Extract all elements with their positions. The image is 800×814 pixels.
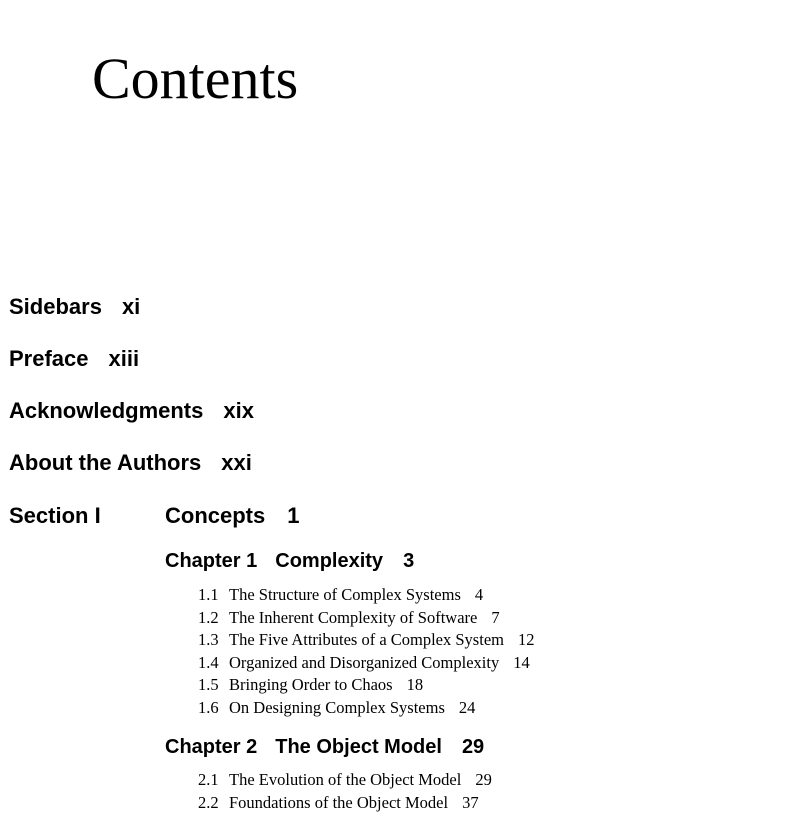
toc-item-page: xi [121,294,141,319]
toc-entry [198,674,534,697]
chapter-page: 29 [461,736,485,758]
entry-page: 4 [474,585,484,604]
toc-entry [198,652,534,675]
entry-number: 2.1 [198,770,219,789]
page-title: Contents [92,46,299,111]
chapter-title: The Object Model [275,736,442,758]
section-label: Section I [9,503,101,528]
toc-item-page: xiii [108,346,140,371]
toc-entry [198,792,492,814]
entry-page: 12 [517,630,535,650]
toc-front-item-sidebars [9,296,140,318]
chapter-page: 3 [403,550,415,572]
entry-number: 1.3 [198,630,219,650]
chapter-heading [165,551,414,571]
entry-title: The Five Attributes of a Complex System [229,630,504,650]
toc-entry [198,607,534,630]
chapter-entries [198,769,492,814]
toc-front-item-about-authors [9,452,252,474]
chapter-title: Complexity [275,550,384,572]
entry-title: The Structure of Complex Systems [229,585,461,604]
entry-page: 7 [491,607,500,627]
chapter-heading [165,737,484,757]
toc-entry [198,769,492,792]
toc-front-item-preface [9,348,139,370]
toc-entry [198,629,534,652]
entry-title: On Designing Complex Systems [229,697,445,717]
entry-title: Foundations of the Object Model [229,792,449,812]
entry-number: 2.2 [198,792,219,812]
toc-entry [198,697,534,720]
section-page: 1 [287,503,300,528]
entry-page: 14 [513,652,530,672]
toc-item-label: Preface [9,346,89,371]
entry-number: 1.5 [198,675,219,695]
toc-item-page: xxi [221,450,252,475]
entry-title: Organized and Disorganized Complexity [229,652,500,672]
toc-item-label: About the Authors [9,450,202,475]
chapter-entries [198,584,534,720]
entry-page: 37 [462,792,479,812]
entry-title: Bringing Order to Chaos [229,675,393,695]
entry-page: 24 [458,697,476,717]
toc-entry [198,584,534,607]
section-title: Concepts [165,503,266,528]
chapter-label: Chapter 1 [165,550,258,572]
section-heading [165,505,300,527]
chapter-label: Chapter 2 [165,736,258,758]
entry-page: 18 [406,675,424,695]
toc-front-item-acknowledgments [9,400,254,422]
entry-number: 1.1 [198,585,219,604]
entry-number: 1.4 [198,652,219,672]
toc-item-page: xix [223,398,254,423]
toc-item-label: Sidebars [9,294,102,319]
toc-item-label: Acknowledgments [9,398,204,423]
entry-page: 29 [475,770,492,789]
entry-number: 1.2 [198,607,219,627]
entry-number: 1.6 [198,697,219,717]
entry-title: The Evolution of the Object Model [229,770,462,789]
entry-title: The Inherent Complexity of Software [229,607,478,627]
